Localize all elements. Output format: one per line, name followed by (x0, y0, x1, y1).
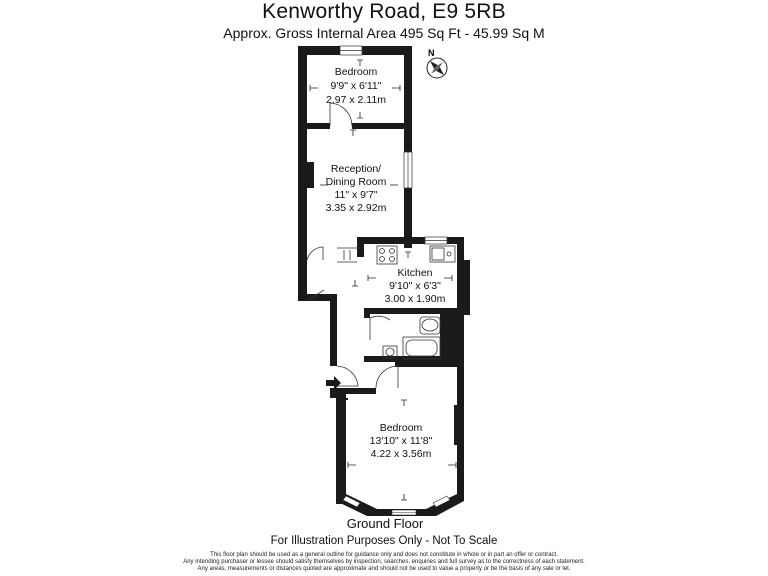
illustration-note: For Illustration Purposes Only - Not To Scale (270, 535, 498, 547)
disclaimer-line-3: Any areas, measurements or distances quoted are approximate and should not be used to value a property or be the basis of any sale or let. (197, 566, 571, 572)
north-compass-icon (427, 58, 447, 78)
bedroom-top-imperial: 9'9" x 6'11" (330, 80, 382, 92)
disclaimer-line-1: This floor plan should be used as a general outline for guidance only and does not constitute in whole or in part an offer or contract. (210, 552, 558, 558)
reception-name-line2: Dining Room (325, 176, 387, 188)
bay-window (336, 494, 464, 516)
bedroom-top-metric: 2.97 x 2.11m (326, 94, 386, 106)
reception-metric: 3.35 x 2.92m (325, 202, 387, 214)
disclaimer-line-2: Any intending purchaser or lessee should satisfy themselves by inspection, searches, enquiries and full survey as to the correctness of each statement. (183, 559, 585, 565)
kitchen-metric: 3.00 x 1.90m (384, 293, 446, 305)
floor-label: Ground Floor (346, 516, 424, 531)
bedroom-bottom-imperial: 13'10" x 11'8" (369, 435, 433, 447)
doors (307, 103, 398, 388)
bedroom-bottom-name: Bedroom (379, 422, 423, 434)
entrance-arrow (326, 376, 341, 390)
gross-internal-area: Approx. Gross Internal Area 495 Sq Ft - 45.99 Sq M (223, 25, 545, 41)
kitchen-name: Kitchen (397, 267, 433, 279)
kitchen-imperial: 9'10" x 6'3" (389, 280, 441, 292)
bedroom-top-name: Bedroom (334, 66, 378, 78)
plan-title: Kenworthy Road, E9 5RB (262, 0, 506, 23)
reception-name-line1: Reception/ (330, 163, 382, 175)
bedroom-bottom-metric: 4.22 x 3.56m (370, 448, 432, 460)
compass-north-label: N (428, 48, 435, 58)
reception-imperial: 11" x 9'7" (334, 189, 378, 201)
